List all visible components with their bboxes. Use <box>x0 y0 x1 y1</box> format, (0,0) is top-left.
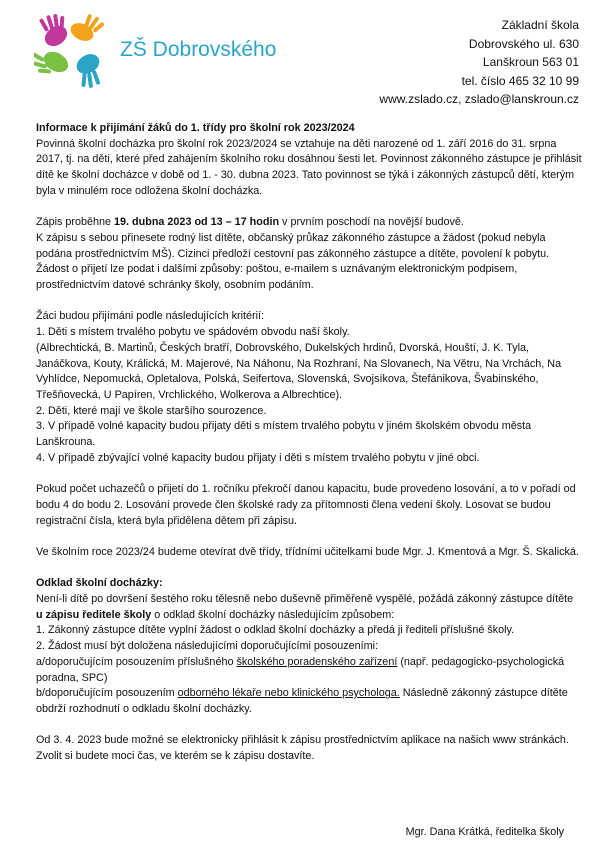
address-web-email: www.zslado.cz, zslado@lanskroun.cz <box>379 92 579 107</box>
zapis-date: 19. dubna 2023 od 13 – 17 hodin <box>114 216 280 229</box>
deferral-item-b: b/doporučujícím posouzením odborného lékaře nebo klinického psychologa. Následně zákonný zástupce dítěte obdrží rozhodnutí o odkladu školní docházky. <box>36 687 568 715</box>
logo-text: ZŠ Dobrovského <box>120 38 277 61</box>
deferral-item-a: a/doporučujícím posouzením příslušného školského poradenského zařízení (např. pedagogicko-psychologická poradna, SPC) <box>36 655 565 684</box>
address-phone: tel. číslo 465 32 10 99 <box>461 73 579 88</box>
online-registration-paragraph: Od 3. 4. 2023 bude možné se elektronicky přihlásit k zápisu prostřednictvím aplikace na našich www stránkách. Zvolit si budete moci čas, ve kterém se k zápisu dostavíte. <box>36 734 569 763</box>
green-hand-icon <box>34 48 72 77</box>
criteria-item-2: 2. Děti, které mají ve škole staršího sourozence. <box>36 404 267 417</box>
criteria-item-3: 3. V případě volné kapacity budou přijaty děti s místem trvalého pobytu v jiném školském obvodu města Lanškrouna. <box>36 420 532 449</box>
deferral-step-1: 1. Zákonný zástupce dítěte vyplní žádost o odklad školní docházky a předá ji řediteli příslušné školy. <box>36 624 515 637</box>
criteria-intro: Žáci budou přijímáni podle následujících kritérií: <box>36 310 265 323</box>
zapis-paragraph: Zápis proběhne 19. dubna 2023 od 13 – 17 hodin v prvním poschodí na novější budově. <box>36 216 464 229</box>
classes-paragraph: Ve školním roce 2023/24 budeme otevírat dvě třídy, třídními učitelkami bude Mgr. J. Kmentová a Mgr. Š. Skalická. <box>36 545 579 558</box>
deferral-title: Odklad školní docházky: <box>36 577 163 590</box>
criteria-streets: (Albrechtická, B. Martinů, Českých bratří, Dobrovského, Dukelských hrdinů, Dvorská, Houští, J. K. Tyla, Janáčkova, Kouty, Králická, M. Majerové, Na Náhonu, Na Rozhraní, Na Slovanech, Na Větru, Na Vrchách, Na Vyhlídce, Nepomucká, Opletalova, Polská, Seifertova, Slovenská, Svojsíkova, Štefánikova, Švabinského, Třešňovecká, U Papíren, Vrchlického, Wolkerova a Albrechtice). <box>36 341 562 401</box>
address-school-name: Základní škola <box>501 18 579 32</box>
magenta-hand-icon <box>39 14 71 50</box>
hands-logo-icon <box>34 12 114 92</box>
blue-hand-icon <box>73 50 103 88</box>
signature: Mgr. Dana Krátká, ředitelka školy <box>405 826 564 838</box>
school-logo <box>34 12 294 92</box>
zapis-documents: K zápisu s sebou přinesete rodný list dítěte, občanský průkaz zákonného zástupce a žádost (pokud nebyla podána prostřednictvím MŠ). Cizinci předloží cestovní pas zákonného zástupce a dítěte, povolení k pobytu. <box>36 231 550 260</box>
address-street: Dobrovského ul. 630 <box>468 36 579 51</box>
deferral-paragraph: Není-li dítě po dovršení šestého roku tělesně nebo duševně přiměřeně vyspělé, požádá zákonný zástupce dítěte u zápisu ředitele školy o odklad školní docházky následujícím způsobem: <box>36 593 574 621</box>
criteria-item-4: 4. V případě zbývající volné kapacity budou přijaty i děti s místem trvalého pobytu v jiné obci. <box>36 451 480 464</box>
address-city: Lanškroun 563 01 <box>482 55 579 70</box>
deferral-step-2: 2. Žádost musí být doložena následujícími doporučujícími posouzeními: <box>36 640 379 653</box>
document-body <box>36 121 582 765</box>
intro-paragraph: Povinná školní docházka pro školní rok 2023/2024 se vztahuje na děti narozené od 1. září 2016 do 31. srpna 2017, tj. na děti, které před zahájením školního roku dosáhnou šesti let. Povinnost zákonného zástupce je přihlásit dítě ke školní docházce v době od 1. - 30. dubna 2023. Tato povinnost se týká i zákonných zástupců dětí, kterým byla v minulém roce odložena školní docházka. <box>36 137 582 197</box>
doc-title: Informace k přijímání žáků do 1. třídy pro školní rok 2023/2024 <box>36 122 355 134</box>
lottery-paragraph: Pokud počet uchazečů o přijetí do 1. ročníku překročí danou kapacitu, bude provedeno losování, a to v pořadí od bodu 4 do bodu 2. Losování provede člen školské rady za přítomnosti člena vedení školy. Losovat se budou registrační čísla, která byla přidělena dětem při zápisu. <box>36 483 576 527</box>
orange-hand-icon <box>68 14 105 45</box>
school-address <box>379 16 579 109</box>
zapis-other-ways: Žádost o přijetí lze podat i dalšími způsoby: poštou, e-mailem s uznávaným elektronickým podpisem, prostřednictvím datové schránky školy, osobním podáním. <box>36 263 518 292</box>
criteria-item-1: 1. Děti s místem trvalého pobytu ve spádovém obvodu naší školy. <box>36 326 350 339</box>
